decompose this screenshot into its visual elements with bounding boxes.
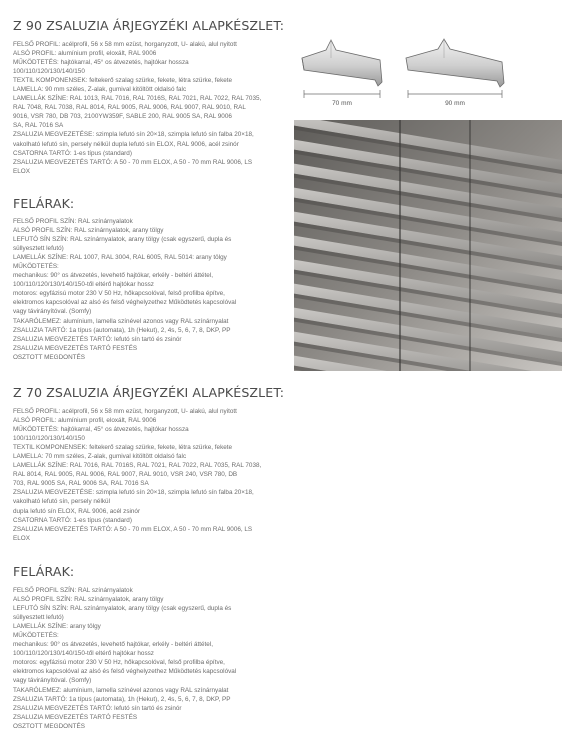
text-line: MŰKÖDTETÉS:	[13, 632, 59, 640]
text-line: 100/110/120/130/140/150-től eltérő hajtókar hossz	[13, 650, 154, 658]
text-line: RAL 8014, RAL 9005, RAL 9006, RAL 9007, RAL 9010, VSR 240, VSR 780, DB	[13, 471, 238, 479]
text-line: LEFUTÓ SÍN SZÍN: RAL színárnyalatok, arany tölgy (csak egyszerű, dupla és	[13, 236, 232, 244]
text-line: mechanikus: 90° os átvezetés, levehető hajtókar, erkély - beltéri áttétel,	[13, 641, 214, 649]
text-line: LAMELLA: 70 mm széles, Z-alak, gumival kitöltött oldalsó falc	[13, 453, 187, 461]
blind-photo-illustration	[294, 120, 562, 371]
text-line: SA, RAL 7016 SA	[13, 122, 64, 130]
text-line: ZSALUZIA MEGVEZETÉSE: szimpla lefutó sín 20×18, szimpla lefutó sín falba 20×18,	[13, 131, 254, 139]
text-line: süllyesztett lefutó)	[13, 614, 64, 622]
text-line: motoros: egyfázisú motor 230 V 50 Hz, hőkapcsolóval, felső profilba építve,	[13, 290, 225, 298]
text-line: LEFUTÓ SÍN SZÍN: RAL színárnyalatok, arany tölgy (csak egyszerű, dupla és	[13, 605, 232, 613]
text-line: ZSALUZIA MEGVEZETÉS TARTÓ: lefutó sín tartó és zsinór	[13, 335, 182, 343]
text-line: 100/110/120/130/140/150-től eltérő hajtókar hossz	[13, 281, 154, 289]
text-line: ZSALUZIA MEGVEZETÉS TARTÓ: lefutó sín tartó és zsinór	[13, 704, 182, 712]
section-title-z90: Z 90 ZSALUZIA ÁRJEGYZÉKI ALAPKÉSZLET:	[13, 18, 285, 33]
text-line: ALSÓ PROFIL SZÍN: RAL színárnyalatok, arany tölgy	[13, 227, 164, 235]
text-line: LAMELLÁK SZÍNE: RAL 7016, RAL 7016S, RAL 7021, RAL 7022, RAL 7035, RAL 7038,	[13, 462, 262, 470]
dimension-label-90: 90 mm	[445, 100, 465, 107]
text-line: LAMELLÁK SZÍNE: RAL 1007, RAL 3004, RAL 6005, RAL 5014: arany tölgy	[13, 254, 227, 262]
text-line: MŰKÖDTETÉS:	[13, 263, 59, 271]
slat-profile-diagram	[298, 36, 560, 110]
text-line: vakolható lefutó sín, persely nélkül	[13, 498, 110, 506]
text-line: CSATORNA TARTÓ: 1-es típus (standard)	[13, 516, 132, 524]
text-line: TAKARÓLEMEZ: alumínium, lamella színével azonos vagy RAL színárnyalat	[13, 317, 229, 325]
section-body-surcharges-z70	[13, 586, 236, 731]
text-line: ZSALUZIA TARTÓ: 1a típus (automata), 1h (Hekut), 2, 4s, 5, 6, 7, 8, DKP, PP	[13, 326, 231, 334]
text-line: FELSŐ PROFIL SZÍN: RAL színárnyalatok	[13, 587, 133, 594]
text-line: motoros: egyfázisú motor 230 V 50 Hz, hőkapcsolóval, felső profilba építve,	[13, 659, 225, 667]
text-line: 100/110/120/130/140/150	[13, 435, 85, 443]
text-line: vagy távirányítóval. (Somfy)	[13, 677, 92, 685]
text-line: vakolható lefutó sín, persely nélkül dupla lefutó sín ELOX, RAL 9006, acél zsinór	[13, 140, 239, 148]
text-line: MŰKÖDTETÉS: hajtókarral, 45° os átvezetés, hajtókar hossza	[13, 426, 189, 434]
section-body-z70	[13, 407, 261, 543]
text-line: MŰKÖDTETÉS: hajtókarral, 45° os átvezetés, hajtókar hossza	[13, 59, 189, 67]
text-line: vagy távirányítóval. (Somfy)	[13, 308, 92, 316]
text-line: 100/110/120/130/140/150	[13, 68, 85, 76]
section-body-z90	[13, 40, 261, 176]
section-title-surcharges-z70: FELÁRAK:	[13, 564, 75, 579]
text-line: FELSŐ PROFIL: acélprofil, 56 x 58 mm ezüst, horganyzott, U- alakú, alul nyitott	[13, 41, 237, 48]
text-line: ELOX	[13, 167, 30, 175]
text-line: süllyesztett lefutó)	[13, 245, 64, 253]
text-line: elektromos kapcsolóval az alsó és felső véghelyzethez Működtetés kapcsolóval	[13, 668, 237, 676]
dimension-label-70: 70 mm	[332, 100, 352, 107]
slat-profile-70-shape	[302, 40, 382, 86]
section-body-surcharges-z90	[13, 217, 236, 362]
text-line: OSZTOTT MEGDONTÉS	[13, 722, 86, 730]
section-title-z70: Z 70 ZSALUZIA ÁRJEGYZÉKI ALAPKÉSZLET:	[13, 385, 285, 400]
text-line: LAMELLÁK SZÍNE: RAL 1013, RAL 7016, RAL 7016S, RAL 7021, RAL 7022, RAL 7035,	[13, 95, 262, 103]
text-line: ELOX	[13, 534, 30, 542]
text-line: dupla lefutó sín ELOX, RAL 9006, acél zsinór	[13, 507, 141, 515]
text-line: ZSALUZIA MEGVEZETÉS TARTÓ FESTÉS	[13, 713, 138, 721]
text-line: 9016, VSR 780, DB 703, 2100YW359F, SABLE 200, RAL 9005 SA, RAL 9006	[13, 113, 232, 121]
text-line: ALSÓ PROFIL: alumínium profil, eloxált, RAL 9006	[13, 50, 157, 58]
text-line: LAMELLA: 90 mm széles, Z-alak, gumival kitöltött oldalsó falc	[13, 86, 187, 94]
text-line: FELSŐ PROFIL SZÍN: RAL színárnyalatok	[13, 218, 133, 225]
text-line: mechanikus: 90° os átvezetés, levehető hajtókar, erkély - beltéri áttétel,	[13, 272, 214, 280]
text-line: TEXTIL KOMPONENSEK: feltekerő szalag szürke, fekete, létra szürke, fekete	[13, 77, 233, 85]
slat-profile-drawing	[298, 36, 560, 110]
text-line: ZSALUZIA MEGVEZETÉSE: szimpla lefutó sín 20×18, szimpla lefutó sín falba 20×18,	[13, 489, 254, 497]
text-line: CSATORNA TARTÓ: 1-es típus (standard)	[13, 149, 132, 157]
text-line: RAL 7048, RAL 7038, RAL 8014, RAL 9005, RAL 9006, RAL 9007, RAL 9010, RAL	[13, 104, 246, 112]
text-line: 703, RAL 9005 SA, RAL 9006 SA, RAL 7016 SA	[13, 480, 149, 488]
text-line: ZSALUZIA MEGVEZETÉS TARTÓ: A 50 - 70 mm ELOX, A 50 - 70 mm RAL 9006, LS	[13, 158, 253, 166]
blind-photo	[294, 120, 562, 371]
text-line: elektromos kapcsolóval az alsó és felső véghelyzethez Működtetés kapcsolóval	[13, 299, 237, 307]
text-line: TEXTIL KOMPONENSEK: feltekerő szalag szürke, fekete, létra szürke, fekete	[13, 444, 233, 452]
section-title-surcharges-z90: FELÁRAK:	[13, 196, 75, 211]
text-line: TAKARÓLEMEZ: alumínium, lamella színével azonos vagy RAL színárnyalat	[13, 686, 229, 694]
text-line: ALSÓ PROFIL: alumínium profil, eloxált, RAL 9006	[13, 417, 157, 425]
text-line: ZSALUZIA TARTÓ: 1a típus (automata), 1h (Hekut), 2, 4s, 5, 6, 7, 8, DKP, PP	[13, 695, 231, 703]
text-line: ALSÓ PROFIL SZÍN: RAL színárnyalatok, arany tölgy	[13, 596, 164, 604]
text-line: ZSALUZIA MEGVEZETÉS TARTÓ: A 50 - 70 mm ELOX, A 50 - 70 mm RAL 9006, LS	[13, 525, 253, 533]
text-line: FELSŐ PROFIL: acélprofil, 56 x 58 mm ezüst, horganyzott, U- alakú, alul nyitott	[13, 408, 237, 415]
slat-profile-90-shape	[406, 39, 504, 87]
text-line: OSZTOTT MEGDONTÉS	[13, 353, 86, 361]
text-line: ZSALUZIA MEGVEZETÉS TARTÓ FESTÉS	[13, 344, 138, 352]
text-line: LAMELLÁK SZÍNE: arany tölgy	[13, 623, 101, 631]
